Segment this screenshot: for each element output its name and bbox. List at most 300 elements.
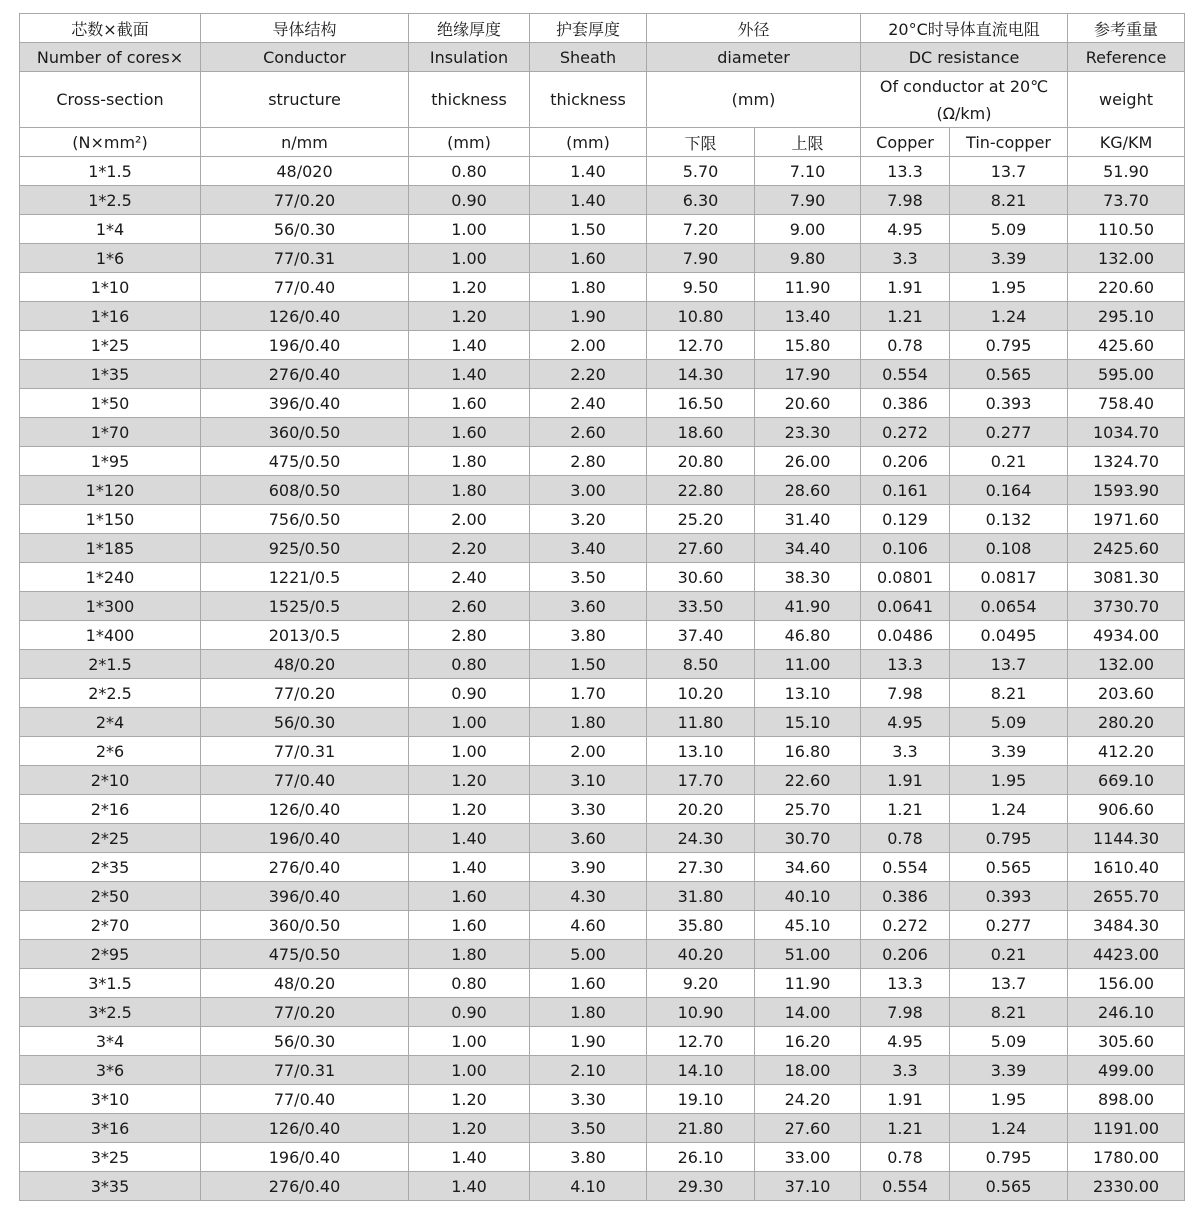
cell-resistance-tin-copper: 1.95 [950,1085,1068,1114]
cell-conductor-structure: 77/0.31 [201,737,409,766]
cell-diameter-upper: 28.60 [755,476,861,505]
cell-conductor-structure: 925/0.50 [201,534,409,563]
cell-diameter-lower: 10.80 [647,302,755,331]
cell-insulation-thickness: 0.80 [409,650,530,679]
header-resistance-detail: Of conductor at 20℃(Ω/km) [861,72,1068,128]
cell-cores-cross-section: 3*25 [20,1143,201,1172]
cell-sheath-thickness: 1.80 [530,998,647,1027]
cell-sheath-thickness: 4.10 [530,1172,647,1201]
table-row [20,911,1185,940]
cell-diameter-upper: 11.00 [755,650,861,679]
cell-diameter-lower: 33.50 [647,592,755,621]
header-diameter-cn: 外径 [647,14,861,43]
cell-resistance-copper: 0.386 [861,389,950,418]
cell-sheath-thickness: 1.60 [530,969,647,998]
cell-cores-cross-section: 1*300 [20,592,201,621]
cell-insulation-thickness: 1.00 [409,737,530,766]
cell-diameter-lower: 11.80 [647,708,755,737]
cell-sheath-thickness: 1.90 [530,302,647,331]
cell-resistance-tin-copper: 3.39 [950,244,1068,273]
cell-conductor-structure: 360/0.50 [201,418,409,447]
cell-resistance-tin-copper: 0.0654 [950,592,1068,621]
cell-diameter-upper: 46.80 [755,621,861,650]
table-row [20,853,1185,882]
cell-resistance-copper: 1.91 [861,273,950,302]
cell-cores-cross-section: 1*120 [20,476,201,505]
cell-diameter-lower: 40.20 [647,940,755,969]
cell-insulation-thickness: 0.90 [409,679,530,708]
cell-conductor-structure: 56/0.30 [201,1027,409,1056]
cell-sheath-thickness: 3.60 [530,824,647,853]
cell-cores-cross-section: 1*35 [20,360,201,389]
cell-sheath-thickness: 4.30 [530,882,647,911]
table-row [20,389,1185,418]
table-row [20,186,1185,215]
table-row [20,592,1185,621]
cell-cores-cross-section: 1*2.5 [20,186,201,215]
cell-resistance-copper: 0.272 [861,418,950,447]
cell-diameter-lower: 37.40 [647,621,755,650]
cell-reference-weight: 1610.40 [1068,853,1185,882]
cell-resistance-copper: 0.272 [861,911,950,940]
cell-insulation-thickness: 1.20 [409,766,530,795]
cell-diameter-lower: 17.70 [647,766,755,795]
header-sheath-cn: 护套厚度 [530,14,647,43]
cell-resistance-copper: 3.3 [861,737,950,766]
cell-reference-weight: 2330.00 [1068,1172,1185,1201]
cell-reference-weight: 132.00 [1068,650,1185,679]
cell-diameter-lower: 12.70 [647,331,755,360]
cell-reference-weight: 1780.00 [1068,1143,1185,1172]
cell-diameter-lower: 16.50 [647,389,755,418]
cell-diameter-upper: 41.90 [755,592,861,621]
cell-sheath-thickness: 1.50 [530,650,647,679]
cell-resistance-tin-copper: 1.24 [950,1114,1068,1143]
cell-diameter-lower: 13.10 [647,737,755,766]
cell-resistance-copper: 0.161 [861,476,950,505]
cell-insulation-thickness: 1.00 [409,1027,530,1056]
cell-insulation-thickness: 1.00 [409,708,530,737]
cell-resistance-copper: 3.3 [861,1056,950,1085]
cell-diameter-lower: 10.90 [647,998,755,1027]
cell-cores-cross-section: 2*2.5 [20,679,201,708]
cell-diameter-lower: 8.50 [647,650,755,679]
cell-diameter-lower: 21.80 [647,1114,755,1143]
cell-diameter-upper: 38.30 [755,563,861,592]
cell-cores-cross-section: 1*70 [20,418,201,447]
cell-diameter-upper: 24.20 [755,1085,861,1114]
cell-conductor-structure: 396/0.40 [201,882,409,911]
header-resistance-cn: 20°C时导体直流电阻 [861,14,1068,43]
header-diameter-en: diameter [647,43,861,72]
table-row [20,708,1185,737]
header-cores-cn: 芯数×截面 [20,14,201,43]
cell-insulation-thickness: 1.00 [409,244,530,273]
cell-diameter-upper: 23.30 [755,418,861,447]
cell-diameter-upper: 30.70 [755,824,861,853]
cell-insulation-thickness: 1.40 [409,1143,530,1172]
cell-diameter-lower: 30.60 [647,563,755,592]
table-row [20,998,1185,1027]
cell-diameter-lower: 27.30 [647,853,755,882]
cell-cores-cross-section: 1*50 [20,389,201,418]
cell-sheath-thickness: 1.80 [530,708,647,737]
table-row [20,563,1185,592]
cell-resistance-tin-copper: 0.0817 [950,563,1068,592]
cell-conductor-structure: 126/0.40 [201,795,409,824]
table-row [20,882,1185,911]
cell-diameter-upper: 17.90 [755,360,861,389]
cell-insulation-thickness: 1.60 [409,882,530,911]
cell-resistance-tin-copper: 0.393 [950,882,1068,911]
cell-cores-cross-section: 3*10 [20,1085,201,1114]
cell-insulation-thickness: 1.60 [409,389,530,418]
cell-resistance-tin-copper: 0.132 [950,505,1068,534]
cell-resistance-copper: 0.0641 [861,592,950,621]
cell-resistance-copper: 0.0801 [861,563,950,592]
cell-resistance-copper: 0.386 [861,882,950,911]
cell-diameter-lower: 14.10 [647,1056,755,1085]
cell-resistance-copper: 13.3 [861,969,950,998]
cell-insulation-thickness: 1.60 [409,418,530,447]
cell-diameter-lower: 7.20 [647,215,755,244]
cell-cores-cross-section: 2*1.5 [20,650,201,679]
cell-diameter-upper: 34.40 [755,534,861,563]
table-row [20,1027,1185,1056]
cell-resistance-tin-copper: 3.39 [950,1056,1068,1085]
header-row-english [20,43,1185,72]
table-row [20,302,1185,331]
table-row [20,940,1185,969]
cell-diameter-lower: 19.10 [647,1085,755,1114]
cell-conductor-structure: 48/0.20 [201,650,409,679]
cell-reference-weight: 3081.30 [1068,563,1185,592]
cell-insulation-thickness: 1.00 [409,215,530,244]
header-weight-detail: weight [1068,72,1185,128]
cell-resistance-copper: 0.554 [861,360,950,389]
header-row-chinese [20,14,1185,43]
cell-resistance-copper: 0.78 [861,824,950,853]
cell-diameter-upper: 20.60 [755,389,861,418]
cell-sheath-thickness: 3.20 [530,505,647,534]
cell-conductor-structure: 396/0.40 [201,389,409,418]
cell-cores-cross-section: 1*16 [20,302,201,331]
cell-diameter-upper: 11.90 [755,969,861,998]
cell-insulation-thickness: 1.80 [409,476,530,505]
cell-sheath-thickness: 1.40 [530,157,647,186]
cell-sheath-thickness: 1.40 [530,186,647,215]
cell-insulation-thickness: 2.60 [409,592,530,621]
cell-resistance-tin-copper: 8.21 [950,998,1068,1027]
cell-cores-cross-section: 3*1.5 [20,969,201,998]
cell-sheath-thickness: 3.80 [530,621,647,650]
cell-conductor-structure: 77/0.40 [201,766,409,795]
cell-reference-weight: 1593.90 [1068,476,1185,505]
cell-insulation-thickness: 1.40 [409,853,530,882]
header-weight-cn: 参考重量 [1068,14,1185,43]
cell-conductor-structure: 77/0.20 [201,998,409,1027]
table-row [20,244,1185,273]
cell-conductor-structure: 126/0.40 [201,302,409,331]
cell-cores-cross-section: 1*400 [20,621,201,650]
cell-reference-weight: 499.00 [1068,1056,1185,1085]
cell-diameter-lower: 29.30 [647,1172,755,1201]
cell-resistance-tin-copper: 0.0495 [950,621,1068,650]
cell-cores-cross-section: 2*16 [20,795,201,824]
cell-conductor-structure: 276/0.40 [201,360,409,389]
cell-resistance-tin-copper: 8.21 [950,186,1068,215]
table-row [20,650,1185,679]
cell-conductor-structure: 77/0.31 [201,244,409,273]
cell-resistance-copper: 0.0486 [861,621,950,650]
cell-resistance-tin-copper: 1.95 [950,273,1068,302]
cell-diameter-upper: 15.10 [755,708,861,737]
cell-resistance-tin-copper: 0.108 [950,534,1068,563]
header-structure: structure [201,72,409,128]
unit-diameter-upper: 上限 [755,128,861,157]
cell-sheath-thickness: 3.80 [530,1143,647,1172]
cell-cores-cross-section: 2*6 [20,737,201,766]
unit-tin-copper: Tin-copper [950,128,1068,157]
cell-insulation-thickness: 1.40 [409,331,530,360]
unit-insulation: (mm) [409,128,530,157]
cell-resistance-tin-copper: 8.21 [950,679,1068,708]
cell-conductor-structure: 360/0.50 [201,911,409,940]
cell-sheath-thickness: 2.10 [530,1056,647,1085]
cell-resistance-tin-copper: 0.21 [950,447,1068,476]
cell-cores-cross-section: 1*25 [20,331,201,360]
cell-diameter-upper: 15.80 [755,331,861,360]
cell-cores-cross-section: 1*1.5 [20,157,201,186]
cell-conductor-structure: 77/0.20 [201,679,409,708]
cell-insulation-thickness: 0.80 [409,969,530,998]
cell-reference-weight: 4423.00 [1068,940,1185,969]
cell-insulation-thickness: 2.20 [409,534,530,563]
table-row [20,505,1185,534]
cell-cores-cross-section: 1*6 [20,244,201,273]
cell-resistance-tin-copper: 5.09 [950,215,1068,244]
cell-reference-weight: 906.60 [1068,795,1185,824]
cell-sheath-thickness: 4.60 [530,911,647,940]
cell-reference-weight: 246.10 [1068,998,1185,1027]
cell-sheath-thickness: 3.30 [530,795,647,824]
cell-sheath-thickness: 1.80 [530,273,647,302]
cell-resistance-copper: 1.21 [861,302,950,331]
cable-spec-table [19,13,1185,1201]
cell-diameter-upper: 34.60 [755,853,861,882]
cell-conductor-structure: 196/0.40 [201,331,409,360]
cell-diameter-lower: 25.20 [647,505,755,534]
cell-cores-cross-section: 1*4 [20,215,201,244]
cell-reference-weight: 595.00 [1068,360,1185,389]
cell-resistance-tin-copper: 1.24 [950,795,1068,824]
cell-sheath-thickness: 3.90 [530,853,647,882]
cell-resistance-tin-copper: 0.795 [950,1143,1068,1172]
cell-conductor-structure: 48/020 [201,157,409,186]
cell-resistance-copper: 4.95 [861,1027,950,1056]
cell-conductor-structure: 48/0.20 [201,969,409,998]
cell-reference-weight: 220.60 [1068,273,1185,302]
cell-cores-cross-section: 1*185 [20,534,201,563]
header-insulation-en: Insulation [409,43,530,72]
cell-conductor-structure: 276/0.40 [201,1172,409,1201]
cell-resistance-copper: 7.98 [861,679,950,708]
cell-resistance-tin-copper: 0.393 [950,389,1068,418]
cell-insulation-thickness: 1.40 [409,1172,530,1201]
cell-diameter-lower: 26.10 [647,1143,755,1172]
cell-conductor-structure: 608/0.50 [201,476,409,505]
cell-conductor-structure: 56/0.30 [201,215,409,244]
header-insulation-cn: 绝缘厚度 [409,14,530,43]
cell-resistance-tin-copper: 0.565 [950,853,1068,882]
cell-resistance-tin-copper: 0.277 [950,911,1068,940]
cell-diameter-lower: 22.80 [647,476,755,505]
cell-diameter-lower: 6.30 [647,186,755,215]
cell-conductor-structure: 756/0.50 [201,505,409,534]
cell-conductor-structure: 2013/0.5 [201,621,409,650]
cell-sheath-thickness: 2.40 [530,389,647,418]
cell-resistance-copper: 1.21 [861,1114,950,1143]
cell-conductor-structure: 77/0.31 [201,1056,409,1085]
cell-diameter-upper: 9.00 [755,215,861,244]
cell-sheath-thickness: 3.60 [530,592,647,621]
cell-reference-weight: 3730.70 [1068,592,1185,621]
table-row [20,824,1185,853]
cell-diameter-upper: 26.00 [755,447,861,476]
cell-diameter-upper: 7.90 [755,186,861,215]
cell-reference-weight: 132.00 [1068,244,1185,273]
cell-insulation-thickness: 1.80 [409,447,530,476]
cell-conductor-structure: 276/0.40 [201,853,409,882]
cell-diameter-lower: 24.30 [647,824,755,853]
cell-cores-cross-section: 3*6 [20,1056,201,1085]
cell-cores-cross-section: 2*10 [20,766,201,795]
cell-conductor-structure: 77/0.40 [201,273,409,302]
cell-reference-weight: 305.60 [1068,1027,1185,1056]
cell-sheath-thickness: 1.90 [530,1027,647,1056]
cell-resistance-copper: 7.98 [861,998,950,1027]
cell-insulation-thickness: 1.20 [409,273,530,302]
cell-conductor-structure: 1221/0.5 [201,563,409,592]
cell-cores-cross-section: 3*35 [20,1172,201,1201]
header-row-detail [20,72,1185,128]
table-row [20,273,1185,302]
cell-diameter-lower: 12.70 [647,1027,755,1056]
table-row [20,418,1185,447]
cell-diameter-lower: 9.50 [647,273,755,302]
table-row [20,1085,1185,1114]
cell-reference-weight: 425.60 [1068,331,1185,360]
cell-resistance-copper: 13.3 [861,650,950,679]
table-row [20,969,1185,998]
cell-resistance-tin-copper: 0.565 [950,1172,1068,1201]
cell-resistance-tin-copper: 13.7 [950,157,1068,186]
unit-structure: n/mm [201,128,409,157]
cell-diameter-upper: 13.40 [755,302,861,331]
cell-resistance-copper: 0.106 [861,534,950,563]
cell-sheath-thickness: 3.40 [530,534,647,563]
cell-sheath-thickness: 1.50 [530,215,647,244]
cell-cores-cross-section: 1*150 [20,505,201,534]
cell-insulation-thickness: 2.80 [409,621,530,650]
cell-diameter-upper: 9.80 [755,244,861,273]
cell-cores-cross-section: 2*95 [20,940,201,969]
table-row [20,157,1185,186]
cell-diameter-lower: 5.70 [647,157,755,186]
table-row [20,331,1185,360]
cell-resistance-tin-copper: 0.795 [950,824,1068,853]
cell-cores-cross-section: 2*4 [20,708,201,737]
cell-resistance-tin-copper: 0.565 [950,360,1068,389]
cell-insulation-thickness: 0.80 [409,157,530,186]
cell-cores-cross-section: 1*10 [20,273,201,302]
table-row [20,447,1185,476]
cell-insulation-thickness: 0.90 [409,186,530,215]
cell-resistance-tin-copper: 0.277 [950,418,1068,447]
cell-reference-weight: 51.90 [1068,157,1185,186]
header-conductor-cn: 导体结构 [201,14,409,43]
cell-resistance-tin-copper: 13.7 [950,650,1068,679]
cell-conductor-structure: 1525/0.5 [201,592,409,621]
cell-diameter-lower: 27.60 [647,534,755,563]
header-cores-en: Number of cores× [20,43,201,72]
cell-sheath-thickness: 5.00 [530,940,647,969]
cell-conductor-structure: 196/0.40 [201,1143,409,1172]
cell-reference-weight: 295.10 [1068,302,1185,331]
cell-resistance-tin-copper: 5.09 [950,1027,1068,1056]
cell-sheath-thickness: 2.00 [530,331,647,360]
cell-conductor-structure: 475/0.50 [201,447,409,476]
cell-cores-cross-section: 2*70 [20,911,201,940]
cell-reference-weight: 412.20 [1068,737,1185,766]
cell-diameter-lower: 10.20 [647,679,755,708]
cell-cores-cross-section: 2*50 [20,882,201,911]
cell-sheath-thickness: 3.30 [530,1085,647,1114]
unit-copper: Copper [861,128,950,157]
cell-resistance-tin-copper: 1.95 [950,766,1068,795]
cell-cores-cross-section: 3*16 [20,1114,201,1143]
cell-diameter-lower: 20.80 [647,447,755,476]
cell-insulation-thickness: 1.20 [409,1085,530,1114]
cell-insulation-thickness: 2.00 [409,505,530,534]
cell-insulation-thickness: 1.40 [409,824,530,853]
cell-resistance-copper: 1.91 [861,766,950,795]
cell-diameter-upper: 40.10 [755,882,861,911]
cell-resistance-copper: 13.3 [861,157,950,186]
cell-reference-weight: 110.50 [1068,215,1185,244]
cell-resistance-copper: 7.98 [861,186,950,215]
cell-sheath-thickness: 1.70 [530,679,647,708]
cell-reference-weight: 2655.70 [1068,882,1185,911]
cell-diameter-lower: 18.60 [647,418,755,447]
table-row [20,534,1185,563]
cell-reference-weight: 280.20 [1068,708,1185,737]
table-row [20,795,1185,824]
header-sheath-thickness: thickness [530,72,647,128]
cell-conductor-structure: 196/0.40 [201,824,409,853]
unit-diameter-lower: 下限 [647,128,755,157]
header-resistance-en: DC resistance [861,43,1068,72]
cell-resistance-tin-copper: 0.164 [950,476,1068,505]
cell-insulation-thickness: 1.60 [409,911,530,940]
cell-sheath-thickness: 2.00 [530,737,647,766]
unit-sheath: (mm) [530,128,647,157]
cell-insulation-thickness: 1.00 [409,1056,530,1085]
table-row [20,1172,1185,1201]
cell-sheath-thickness: 3.00 [530,476,647,505]
cell-resistance-tin-copper: 1.24 [950,302,1068,331]
cell-resistance-copper: 0.206 [861,447,950,476]
